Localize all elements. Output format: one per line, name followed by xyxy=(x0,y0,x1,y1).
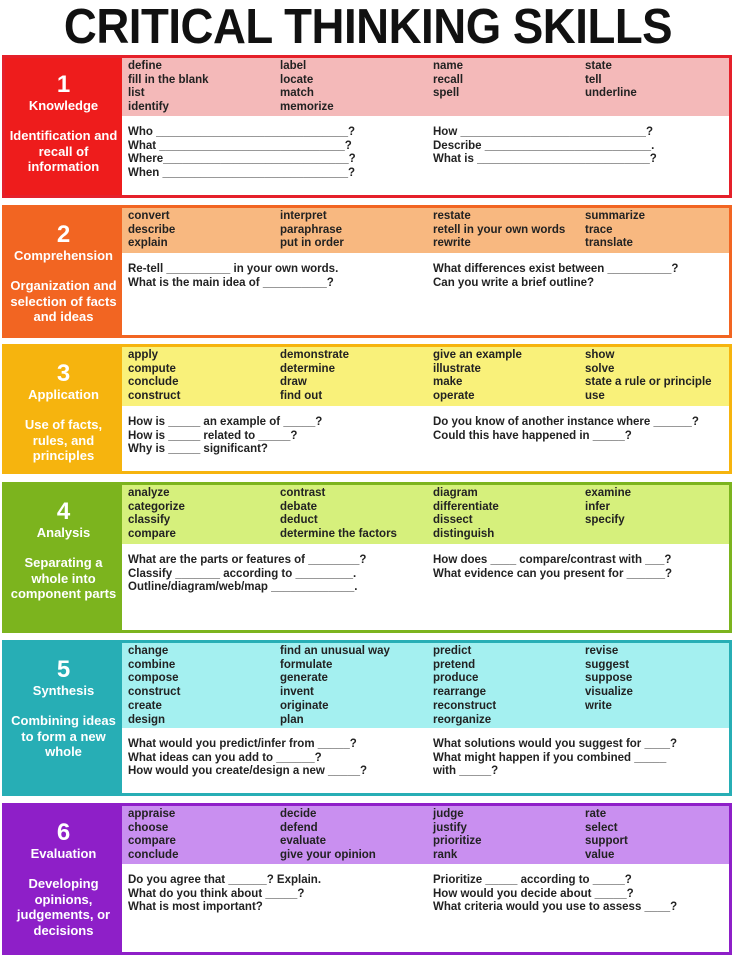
section-knowledge xyxy=(2,55,732,198)
verb: evaluate xyxy=(280,835,327,848)
page-title: CRITICAL THINKING SKILLS xyxy=(63,0,673,54)
section-application xyxy=(2,344,732,474)
verb-list xyxy=(122,208,729,253)
verb-column xyxy=(280,210,433,251)
verb-column xyxy=(433,210,585,251)
section-description: Organization and selection of facts and ideas xyxy=(10,278,117,324)
verb: identify xyxy=(128,101,169,114)
verb: underline xyxy=(585,87,637,100)
question: Classify _______ according to _________. xyxy=(128,567,357,580)
verb: construct xyxy=(128,390,181,403)
verb: conclude xyxy=(128,849,179,862)
section-description: Developing opinions, judgements, or decisions xyxy=(16,876,111,938)
verb: name xyxy=(433,60,464,72)
verb: produce xyxy=(433,672,479,685)
question: What ideas can you add to ______? xyxy=(128,751,322,764)
question: Can you write a brief outline? xyxy=(433,276,595,289)
question: Where_____________________________? xyxy=(128,153,356,166)
verb: tell xyxy=(585,73,602,86)
verb-column xyxy=(585,210,729,251)
verb: examine xyxy=(585,487,632,499)
question: Prioritize _____ according to _____? xyxy=(433,874,632,886)
section-name: Application xyxy=(28,387,99,402)
verb: justify xyxy=(433,821,467,834)
verb: compute xyxy=(128,362,176,375)
section-number: 4 xyxy=(56,498,71,525)
verb: formulate xyxy=(280,658,333,671)
section-name: Synthesis xyxy=(32,683,95,698)
verb: translate xyxy=(585,237,633,250)
verb-column xyxy=(585,487,729,542)
verb-column xyxy=(585,349,729,404)
question-list xyxy=(122,544,729,595)
questions-left xyxy=(128,738,433,779)
section-comprehension xyxy=(2,205,732,338)
verb: list xyxy=(128,87,145,100)
verb: plan xyxy=(280,713,304,726)
section-number: 2 xyxy=(56,221,71,248)
verb: contrast xyxy=(280,487,326,499)
verb: match xyxy=(280,87,314,100)
section-description: Combining ideas to form a new whole xyxy=(11,713,116,759)
section-sidebar xyxy=(5,208,122,335)
question: Do you know of another instance where ______? xyxy=(433,416,699,428)
verb-column xyxy=(585,60,729,115)
section-sidebar xyxy=(5,58,122,195)
verb: create xyxy=(128,699,162,712)
question: What is ___________________________? xyxy=(433,153,657,166)
question: Describe __________________________. xyxy=(433,139,655,152)
verb-column xyxy=(433,487,585,542)
verb-column xyxy=(433,808,585,863)
verb: memorize xyxy=(280,101,334,114)
question-list xyxy=(122,253,729,290)
verb: restate xyxy=(433,210,471,222)
verb: rewrite xyxy=(433,237,471,250)
verb-column xyxy=(128,60,280,115)
verb: state xyxy=(585,60,612,72)
verb: trace xyxy=(585,223,613,236)
questions-left xyxy=(128,874,433,915)
verb: determine the factors xyxy=(280,528,397,541)
section-number: 5 xyxy=(56,656,71,683)
verb-column xyxy=(280,487,433,542)
verb: write xyxy=(585,699,612,712)
verb-column xyxy=(128,645,280,727)
section-sidebar xyxy=(5,643,122,793)
verb-list xyxy=(122,347,729,406)
verb-list xyxy=(122,643,729,728)
verb-column xyxy=(128,487,280,542)
verb: rearrange xyxy=(433,686,487,699)
question: What is the main idea of __________? xyxy=(128,276,334,289)
verb: combine xyxy=(128,658,176,671)
verb-column xyxy=(280,60,433,115)
section-name: Comprehension xyxy=(14,248,113,263)
verb: demonstrate xyxy=(280,349,350,361)
verb-column xyxy=(280,808,433,863)
question: What do you think about _____? xyxy=(128,887,305,900)
questions-right xyxy=(433,416,729,457)
verb: appraise xyxy=(128,808,176,820)
question: Re-tell __________ in your own words. xyxy=(128,263,339,275)
verb-column xyxy=(585,645,729,727)
question: How does ____ compare/contrast with ___? xyxy=(433,554,672,566)
verb: value xyxy=(585,849,615,862)
section-description: Identification and recall of information xyxy=(9,128,118,174)
verb: explain xyxy=(128,237,168,250)
verb: generate xyxy=(280,672,328,685)
verb: conclude xyxy=(128,376,179,389)
section-sidebar xyxy=(5,485,122,630)
verb: determine xyxy=(280,362,335,375)
verb-column xyxy=(280,349,433,404)
verb-column xyxy=(585,808,729,863)
question: Who ______________________________? xyxy=(128,126,355,138)
verb: classify xyxy=(128,514,171,527)
questions-left xyxy=(128,554,433,595)
section-name: Evaluation xyxy=(30,846,97,861)
verb: predict xyxy=(433,645,472,657)
section-content xyxy=(122,347,729,471)
question: How would you decide about _____? xyxy=(433,887,634,900)
verb-column xyxy=(280,645,433,727)
verb: reconstruct xyxy=(433,699,497,712)
verb: deduct xyxy=(280,514,318,527)
verb: recall xyxy=(433,73,464,86)
verb: decide xyxy=(280,808,317,820)
question: What would you predict/infer from _____? xyxy=(128,738,357,750)
verb: visualize xyxy=(585,686,633,699)
verb: debate xyxy=(280,500,318,513)
questions-left xyxy=(128,416,433,457)
question-list xyxy=(122,116,729,181)
verb: design xyxy=(128,713,166,726)
questions-right xyxy=(433,263,729,290)
verb: choose xyxy=(128,821,169,834)
section-description: Separating a whole into component parts xyxy=(10,555,117,601)
verb: diagram xyxy=(433,487,478,499)
question: What evidence can you present for ______? xyxy=(433,567,673,580)
verb: find an unusual way xyxy=(280,645,390,657)
verb-column xyxy=(128,808,280,863)
verb: dissect xyxy=(433,514,473,527)
question: What criteria would you use to assess ____? xyxy=(433,901,678,914)
verb: revise xyxy=(585,645,619,657)
verb: spell xyxy=(433,87,460,100)
section-sidebar xyxy=(5,806,122,952)
section-content xyxy=(122,485,729,630)
question: How is _____ an example of _____? xyxy=(128,416,323,428)
questions-right xyxy=(433,738,729,779)
verb: interpret xyxy=(280,210,327,222)
verb: change xyxy=(128,645,169,657)
verb: give your opinion xyxy=(280,849,376,862)
section-name: Analysis xyxy=(36,525,91,540)
verb: put in order xyxy=(280,237,344,250)
section-content xyxy=(122,643,729,793)
verb: pretend xyxy=(433,658,476,671)
verb-column xyxy=(433,349,585,404)
question: What might happen if you combined _____ xyxy=(433,751,667,764)
question-list xyxy=(122,864,729,915)
verb: construct xyxy=(128,686,181,699)
verb: retell in your own words xyxy=(433,223,566,236)
section-content xyxy=(122,58,729,195)
verb: solve xyxy=(585,362,615,375)
verb: invent xyxy=(280,686,314,699)
section-sidebar xyxy=(5,347,122,471)
verb-list xyxy=(122,58,729,116)
verb: make xyxy=(433,376,463,389)
questions-right xyxy=(433,874,729,915)
verb: infer xyxy=(585,500,610,513)
verb-column xyxy=(433,645,585,727)
verb: operate xyxy=(433,390,475,403)
verb: state a rule or principle xyxy=(585,376,712,389)
verb: define xyxy=(128,60,162,72)
section-synthesis xyxy=(2,640,732,796)
section-number: 6 xyxy=(56,819,71,846)
verb: summarize xyxy=(585,210,646,222)
verb: rate xyxy=(585,808,607,820)
question: Do you agree that ______? Explain. xyxy=(128,874,322,886)
question: Why is _____ significant? xyxy=(128,443,268,456)
verb: categorize xyxy=(128,500,185,513)
verb-list xyxy=(122,806,729,864)
questions-right xyxy=(433,554,729,595)
verb: reorganize xyxy=(433,713,492,726)
question: What _____________________________? xyxy=(128,139,352,152)
verb-column xyxy=(128,210,280,251)
verb: draw xyxy=(280,376,307,389)
verb: convert xyxy=(128,210,170,222)
verb: locate xyxy=(280,73,314,86)
verb-column xyxy=(433,60,585,115)
verb: suppose xyxy=(585,672,633,685)
section-evaluation xyxy=(2,803,732,955)
question: Could this have happened in _____? xyxy=(433,429,632,442)
section-number: 3 xyxy=(56,360,71,387)
verb: support xyxy=(585,835,628,848)
verb: judge xyxy=(433,808,464,820)
verb: originate xyxy=(280,699,329,712)
verb: compare xyxy=(128,835,176,848)
question: What is most important? xyxy=(128,901,263,914)
verb: show xyxy=(585,349,615,361)
questions-left xyxy=(128,126,433,181)
question: What differences exist between __________? xyxy=(433,263,679,275)
verb: differentiate xyxy=(433,500,499,513)
question: How is _____ related to _____? xyxy=(128,429,298,442)
section-analysis xyxy=(2,482,732,633)
verb: compose xyxy=(128,672,179,685)
verb: apply xyxy=(128,349,159,361)
question-list xyxy=(122,728,729,779)
question: What solutions would you suggest for ____? xyxy=(433,738,678,750)
question: How would you create/design a new _____? xyxy=(128,765,368,778)
question: How _____________________________? xyxy=(433,126,653,138)
verb: label xyxy=(280,60,307,72)
section-name: Knowledge xyxy=(28,98,99,113)
verb: use xyxy=(585,390,605,403)
section-content xyxy=(122,208,729,335)
verb: specify xyxy=(585,514,625,527)
question: with _____? xyxy=(433,765,499,778)
questions-right xyxy=(433,126,729,181)
verb: compare xyxy=(128,528,176,541)
verb: give an example xyxy=(433,349,522,361)
questions-left xyxy=(128,263,433,290)
verb: paraphrase xyxy=(280,223,343,236)
section-number: 1 xyxy=(56,71,71,98)
section-content xyxy=(122,806,729,952)
question: What are the parts or features of ________? xyxy=(128,554,367,566)
verb: prioritize xyxy=(433,835,482,848)
verb: select xyxy=(585,821,618,834)
question: Outline/diagram/web/map _____________. xyxy=(128,581,358,594)
section-description: Use of facts, rules, and principles xyxy=(24,417,103,463)
verb: suggest xyxy=(585,658,630,671)
verb: find out xyxy=(280,390,323,403)
verb-list xyxy=(122,485,729,544)
question: When _____________________________? xyxy=(128,167,355,180)
verb: fill in the blank xyxy=(128,73,209,86)
verb: describe xyxy=(128,223,176,236)
verb: illustrate xyxy=(433,362,481,375)
verb: defend xyxy=(280,821,318,834)
verb: analyze xyxy=(128,487,170,499)
verb: distinguish xyxy=(433,528,495,541)
verb-column xyxy=(128,349,280,404)
question-list xyxy=(122,406,729,457)
verb: rank xyxy=(433,849,458,862)
